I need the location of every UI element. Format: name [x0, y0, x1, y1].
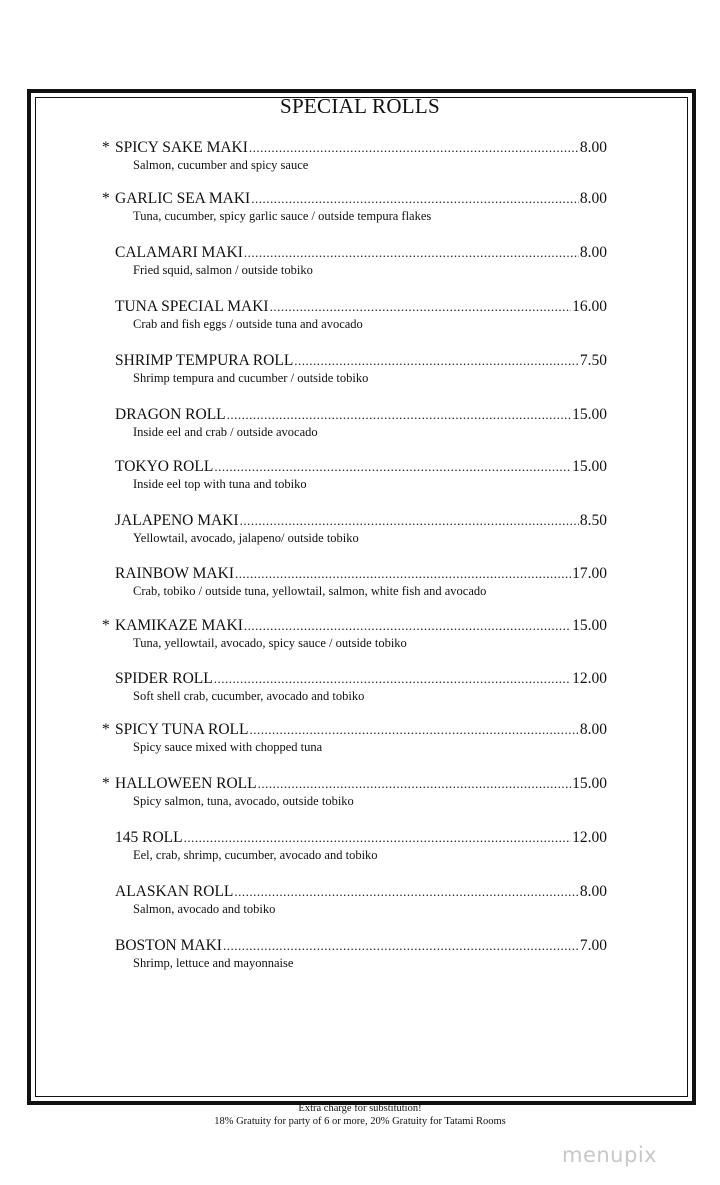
- gratuity-note: 18% Gratuity for party of 6 or more, 20% Gratuity for Tatami Rooms: [214, 1116, 506, 1127]
- menu-item-name: TOKYO ROLL: [115, 458, 214, 475]
- substitution-note: Extra charge for substitution!: [298, 1103, 422, 1114]
- menu-item-description: Tuna, cucumber, spicy garlic sauce / outside tempura flakes: [133, 209, 432, 223]
- menu-item: [102, 883, 607, 917]
- menu-item-name: SPICY TUNA ROLL: [115, 721, 249, 738]
- menu-item-description: Tuna, yellowtail, avocado, spicy sauce / outside tobiko: [133, 636, 407, 650]
- menu-item-price: 16.00: [572, 298, 607, 315]
- spicy-marker: *: [102, 617, 110, 634]
- menu-item-description: Salmon, cucumber and spicy sauce: [133, 158, 309, 172]
- menu-item-line: [102, 775, 607, 793]
- menu-item-name: RAINBOW MAKI: [115, 565, 234, 582]
- menu-item-description: Inside eel top with tuna and tobiko: [133, 477, 307, 491]
- dot-leader: [240, 512, 579, 530]
- dot-leader: [235, 565, 571, 583]
- menu-item-price: 8.00: [579, 244, 607, 261]
- dot-leader: [249, 139, 579, 157]
- menu-item-description: Spicy salmon, tuna, avocado, outside tobiko: [133, 794, 354, 808]
- menu-item-name: 145 ROLL: [115, 829, 183, 846]
- dot-leader: [251, 190, 579, 208]
- menu-item-description: Crab, tobiko / outside tuna, yellowtail, salmon, white fish and avocado: [133, 584, 487, 598]
- menu-item-name: KAMIKAZE MAKI: [115, 617, 243, 634]
- dot-leader: [244, 244, 579, 262]
- dot-leader: [258, 775, 572, 793]
- menu-item-price: 15.00: [572, 458, 607, 475]
- menu-item-name: SHRIMP TEMPURA ROLL: [115, 352, 294, 369]
- menu-item-name: BOSTON MAKI: [115, 937, 222, 954]
- menu-item-price: 8.00: [579, 190, 607, 207]
- dot-leader: [184, 829, 572, 847]
- menu-item-description: Soft shell crab, cucumber, avocado and tobiko: [133, 689, 365, 703]
- footer-notes: [0, 1102, 720, 1128]
- menu-item-line: [102, 829, 607, 847]
- menu-item-description: Eel, crab, shrimp, cucumber, avocado and tobiko: [133, 848, 378, 862]
- menu-item: [102, 458, 607, 492]
- dot-leader: [234, 883, 578, 901]
- dot-leader: [244, 617, 571, 635]
- menu-item: [102, 352, 607, 386]
- menu-item-line: [102, 721, 607, 739]
- menu-item-name: GARLIC SEA MAKI: [115, 190, 251, 207]
- menu-item-name: CALAMARI MAKI: [115, 244, 243, 261]
- menu-item-price: 12.00: [572, 829, 607, 846]
- menu-item-price: 15.00: [572, 775, 607, 792]
- menu-item-line: [102, 883, 607, 901]
- menu-item-line: [102, 139, 607, 157]
- menu-item-name: JALAPENO MAKI: [115, 512, 239, 529]
- menu-item: [102, 512, 607, 546]
- menu-item-line: [102, 244, 607, 262]
- dot-leader: [270, 298, 572, 316]
- menu-item: [102, 670, 607, 704]
- menu-item-name: HALLOWEEN ROLL: [115, 775, 257, 792]
- menu-item-line: [102, 406, 607, 424]
- menu-item-price: 15.00: [572, 406, 607, 423]
- menu-item-description: Shrimp, lettuce and mayonnaise: [133, 956, 294, 970]
- menu-item: [102, 775, 607, 809]
- menu-item-line: [102, 670, 607, 688]
- watermark-logo: menupix: [562, 1143, 658, 1167]
- menu-item-line: [102, 617, 607, 635]
- menu-item: [102, 937, 607, 971]
- menu-item-description: Crab and fish eggs / outside tuna and avocado: [133, 317, 363, 331]
- menu-item-description: Fried squid, salmon / outside tobiko: [133, 263, 313, 277]
- dot-leader: [227, 406, 571, 424]
- menu-item-price: 8.00: [579, 721, 607, 738]
- spicy-marker: *: [102, 190, 110, 207]
- menu-item-description: Shrimp tempura and cucumber / outside tobiko: [133, 371, 369, 385]
- spicy-marker: *: [102, 139, 110, 156]
- dot-leader: [214, 458, 571, 476]
- dot-leader: [250, 721, 579, 739]
- menu-item-price: 8.00: [579, 883, 607, 900]
- dot-leader: [223, 937, 579, 955]
- dot-leader: [214, 670, 571, 688]
- spicy-marker: *: [102, 775, 110, 792]
- menu-item-description: Inside eel and crab / outside avocado: [133, 425, 318, 439]
- menu-item-price: 12.00: [572, 670, 607, 687]
- menu-item-description: Yellowtail, avocado, jalapeno/ outside tobiko: [133, 531, 359, 545]
- menu-item-line: [102, 352, 607, 370]
- menu-item-line: [102, 458, 607, 476]
- menu-item-name: ALASKAN ROLL: [115, 883, 234, 900]
- menu-item-line: [102, 565, 607, 583]
- spicy-marker: *: [102, 721, 110, 738]
- menu-item: [102, 829, 607, 863]
- menu-item-price: 15.00: [572, 617, 607, 634]
- page-title: SPECIAL ROLLS: [279, 94, 441, 118]
- menu-item-name: DRAGON ROLL: [115, 406, 226, 423]
- menu-item: [102, 298, 607, 332]
- menu-item: [102, 139, 607, 173]
- menu-item: [102, 190, 607, 224]
- menu-item-line: [102, 937, 607, 955]
- menu-item-price: 7.50: [579, 352, 607, 369]
- menu-item: [102, 565, 607, 599]
- menu-item-price: 8.00: [579, 139, 607, 156]
- menu-item: [102, 406, 607, 440]
- menu-item-price: 8.50: [579, 512, 607, 529]
- menu-item: [102, 721, 607, 755]
- menu-item-name: TUNA SPECIAL MAKI: [115, 298, 269, 315]
- menu-item-name: SPIDER ROLL: [115, 670, 213, 687]
- menu-item-name: SPICY SAKE MAKI: [115, 139, 248, 156]
- menu-item-line: [102, 512, 607, 530]
- menu-item-line: [102, 190, 607, 208]
- menu-item-line: [102, 298, 607, 316]
- menu-item-description: Salmon, avocado and tobiko: [133, 902, 276, 916]
- menu-item-price: 17.00: [572, 565, 607, 582]
- menu-item-description: Spicy sauce mixed with chopped tuna: [133, 740, 323, 754]
- menu-item: [102, 244, 607, 278]
- dot-leader: [294, 352, 579, 370]
- menu-item: [102, 617, 607, 651]
- menu-item-price: 7.00: [579, 937, 607, 954]
